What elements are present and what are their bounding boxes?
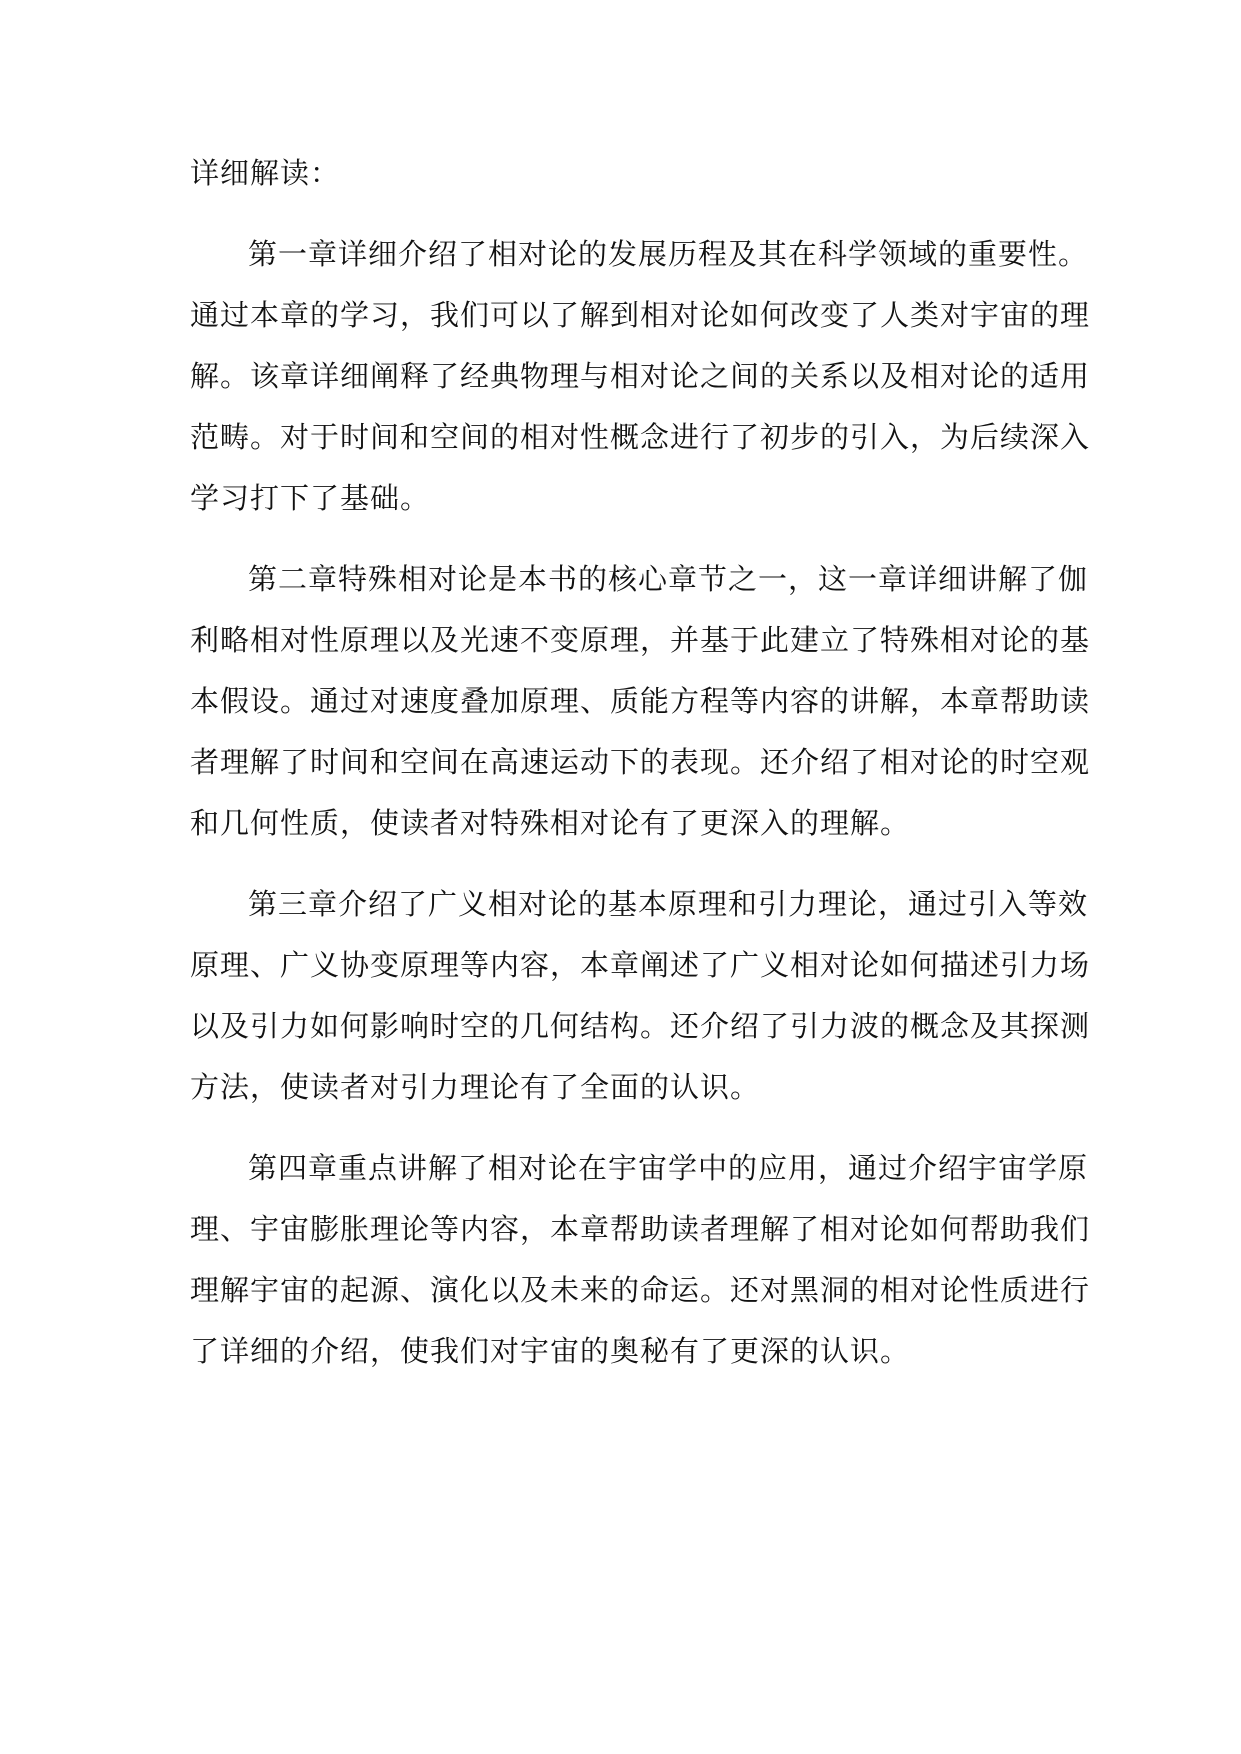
section-heading: 详细解读： [190,156,341,190]
paragraph-line: 理、宇宙膨胀理论等内容，本章帮助读者理解了相对论如何帮助我们 [190,1212,1091,1246]
paragraph-line: 利略相对性原理以及光速不变原理，并基于此建立了特殊相对论的基 [190,623,1091,657]
paragraph-line: 方法，使读者对引力理论有了全面的认识。 [190,1070,761,1104]
paragraph-line: 原理、广义协变原理等内容，本章阐述了广义相对论如何描述引力场 [190,948,1091,982]
paragraph-line: 解。该章详细阐释了经典物理与相对论之间的关系以及相对论的适用 [190,359,1091,393]
paragraph-line: 理解宇宙的起源、演化以及未来的命运。还对黑洞的相对论性质进行 [190,1273,1091,1307]
paragraph-line: 了详细的介绍，使我们对宇宙的奥秘有了更深的认识。 [190,1334,911,1368]
paragraph-line: 者理解了时间和空间在高速运动下的表现。还介绍了相对论的时空观 [190,745,1091,779]
paragraph-line: 通过本章的学习，我们可以了解到相对论如何改变了人类对宇宙的理 [190,298,1091,332]
paragraph-line: 第三章介绍了广义相对论的基本原理和引力理论，通过引入等效 [248,887,1089,921]
document-body [190,143,1091,1402]
paragraph-line: 第二章特殊相对论是本书的核心章节之一，这一章详细讲解了伽 [248,562,1089,596]
paragraph-line: 本假设。通过对速度叠加原理、质能方程等内容的讲解，本章帮助读 [190,684,1091,718]
paragraph-line: 第一章详细介绍了相对论的发展历程及其在科学领域的重要性。 [248,237,1089,271]
paragraph-chapter-4 [190,1138,1091,1382]
paragraph-chapter-1 [190,224,1091,529]
paragraph-chapter-3 [190,874,1091,1118]
paragraph-line: 第四章重点讲解了相对论在宇宙学中的应用，通过介绍宇宙学原 [248,1151,1089,1185]
paragraph-line: 范畴。对于时间和空间的相对性概念进行了初步的引入，为后续深入 [190,420,1091,454]
paragraph-line: 以及引力如何影响时空的几何结构。还介绍了引力波的概念及其探测 [190,1009,1091,1043]
paragraph-line: 和几何性质，使读者对特殊相对论有了更深入的理解。 [190,806,911,840]
paragraph-chapter-2 [190,549,1091,854]
paragraph-line: 学习打下了基础。 [190,481,431,515]
